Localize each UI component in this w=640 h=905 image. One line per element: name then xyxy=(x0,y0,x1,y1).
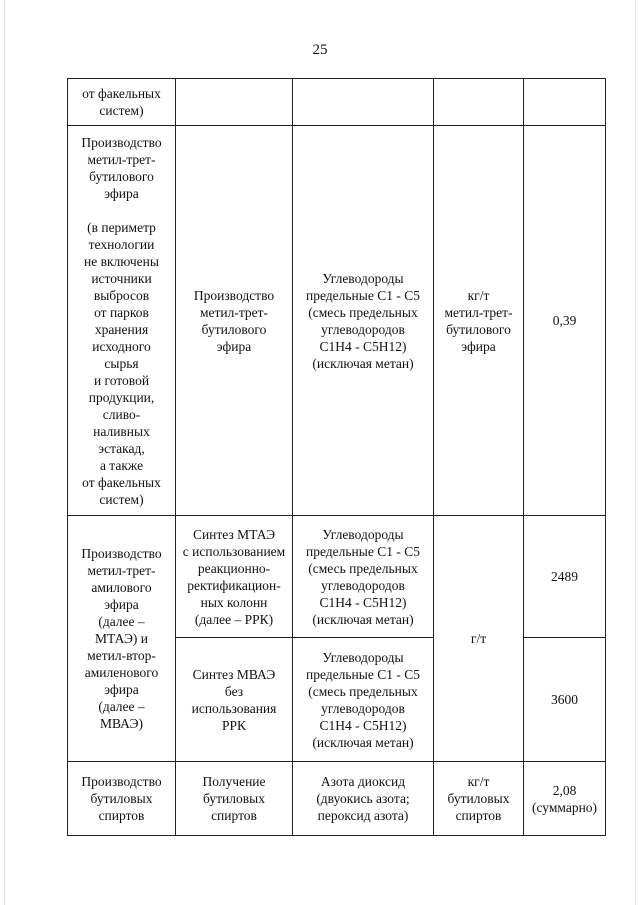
table-cell-process: Производство бутиловых спиртов xyxy=(68,762,176,836)
page-edge-right xyxy=(635,0,636,905)
table-cell-value: 3600 xyxy=(524,638,606,762)
table-cell-value: 2489 xyxy=(524,516,606,638)
table-cell-substance: Углеводороды предельные С1 - С5 (смесь предельных углеводородов С1Н4 - С5Н12) (исключая метан) xyxy=(293,126,434,516)
table-cell-source: Синтез МВАЭ без использования РРК xyxy=(176,638,293,762)
table-cell-substance xyxy=(293,79,434,126)
table-row xyxy=(68,516,606,638)
table-cell-value: 0,39 xyxy=(524,126,606,516)
page-edge-left xyxy=(4,0,5,905)
table-cell-substance: Углеводороды предельные С1 - С5 (смесь предельных углеводородов С1Н4 - С5Н12) (исключая метан) xyxy=(293,638,434,762)
table-cell-unit xyxy=(434,79,524,126)
table-cell-process: Производство метил-трет- амилового эфира (далее – МТАЭ) и метил-втор- амиленового эфира (далее – МВАЭ) xyxy=(68,516,176,762)
table-cell-unit: кг/т бутиловых спиртов xyxy=(434,762,524,836)
table-cell-value xyxy=(524,79,606,126)
table-cell-process: Производство метил-трет- бутилового эфира (в периметр технологии не включены источники выбросов от парков хранения исходного сырья и готовой продукции, сливо- наливных эстакад, а также от факельных систем) xyxy=(68,126,176,516)
table-row xyxy=(68,762,606,836)
table-cell-source: Производство метил-трет- бутилового эфира xyxy=(176,126,293,516)
table-cell-unit: г/т xyxy=(434,516,524,762)
table-cell-source: Синтез МТАЭ с использованием реакционно- ректификацион- ных колонн (далее – РРК) xyxy=(176,516,293,638)
table-cell-source xyxy=(176,79,293,126)
table-cell-substance: Азота диоксид (двуокись азота; пероксид азота) xyxy=(293,762,434,836)
table-row xyxy=(68,126,606,516)
page-number: 25 xyxy=(312,42,328,58)
table-cell-process: от факельных систем) xyxy=(68,79,176,126)
table-cell-value: 2,08 (суммарно) xyxy=(524,762,606,836)
table-row xyxy=(68,79,606,126)
emissions-table xyxy=(67,78,606,836)
table-cell-substance: Углеводороды предельные С1 - С5 (смесь предельных углеводородов С1Н4 - С5Н12) (исключая метан) xyxy=(293,516,434,638)
table-cell-source: Получение бутиловых спиртов xyxy=(176,762,293,836)
table-cell-unit: кг/т метил-трет- бутилового эфира xyxy=(434,126,524,516)
